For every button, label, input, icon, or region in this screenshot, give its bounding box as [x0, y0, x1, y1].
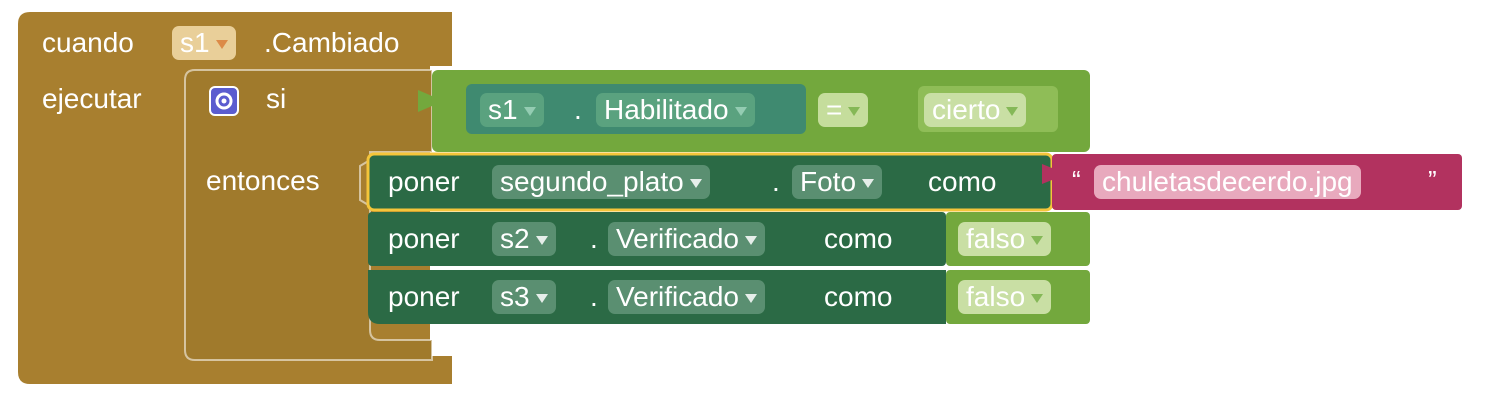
chevron-down-icon	[536, 236, 548, 245]
false-literal-label: falso	[966, 223, 1026, 254]
chevron-down-icon	[862, 179, 874, 188]
event-component-dropdown[interactable]	[172, 26, 236, 60]
set-property-dropdown[interactable]	[608, 280, 765, 314]
getter-component-dropdown[interactable]	[480, 93, 544, 127]
set-keyword-to: como	[928, 166, 997, 197]
chevron-down-icon	[1031, 294, 1043, 303]
set-separator: .	[772, 166, 780, 197]
set-keyword: poner	[388, 281, 460, 312]
chevron-down-icon	[735, 107, 747, 116]
set-keyword-to: como	[824, 223, 893, 254]
operator-label: =	[826, 94, 843, 125]
gear-icon[interactable]	[209, 86, 239, 116]
set-separator: .	[590, 223, 598, 254]
set-component-label: s3	[500, 281, 530, 312]
set-property-label: Verificado	[616, 223, 739, 254]
set-component-label: segundo_plato	[500, 166, 684, 197]
then-keyword: entonces	[206, 165, 320, 196]
chevron-down-icon	[536, 294, 548, 303]
set-component-label: s2	[500, 223, 530, 254]
set-keyword: poner	[388, 166, 460, 197]
getter-property-dropdown[interactable]	[596, 93, 755, 127]
event-keyword-when: cuando	[42, 27, 134, 58]
event-name: .Cambiado	[264, 27, 400, 58]
chevron-down-icon	[745, 294, 757, 303]
chevron-down-icon	[216, 40, 228, 49]
operator-dropdown[interactable]	[818, 93, 868, 127]
false-literal-label: falso	[966, 281, 1026, 312]
if-keyword: si	[266, 83, 287, 114]
getter-component-label: s1	[488, 94, 518, 125]
true-literal-dropdown[interactable]	[924, 93, 1026, 127]
set-property-dropdown[interactable]	[608, 222, 765, 256]
false-literal-dropdown[interactable]	[958, 222, 1051, 256]
set-component-dropdown[interactable]	[492, 280, 556, 314]
set-property-label: Verificado	[616, 281, 739, 312]
set-keyword-to: como	[824, 281, 893, 312]
set-property-label: Foto	[800, 166, 857, 197]
set-separator: .	[590, 281, 598, 312]
open-quote: “	[1072, 165, 1081, 195]
set-component-dropdown[interactable]	[492, 165, 710, 199]
set-property-dropdown[interactable]	[792, 165, 882, 199]
chevron-down-icon	[1006, 107, 1018, 116]
getter-separator: .	[574, 94, 582, 125]
set-keyword: poner	[388, 223, 460, 254]
chevron-down-icon	[848, 107, 860, 116]
true-literal-label: cierto	[932, 94, 1001, 125]
getter-property-label: Habilitado	[604, 94, 729, 125]
text-value-field[interactable]: chuletasdecerdo.jpg	[1094, 165, 1361, 199]
close-quote: ”	[1428, 165, 1437, 195]
chevron-down-icon	[690, 179, 702, 188]
chevron-down-icon	[524, 107, 536, 116]
event-keyword-do: ejecutar	[42, 83, 142, 114]
set-component-dropdown[interactable]	[492, 222, 556, 256]
false-literal-dropdown[interactable]	[958, 280, 1051, 314]
event-component-label: s1	[180, 27, 210, 58]
chevron-down-icon	[1031, 236, 1043, 245]
chevron-down-icon	[745, 236, 757, 245]
